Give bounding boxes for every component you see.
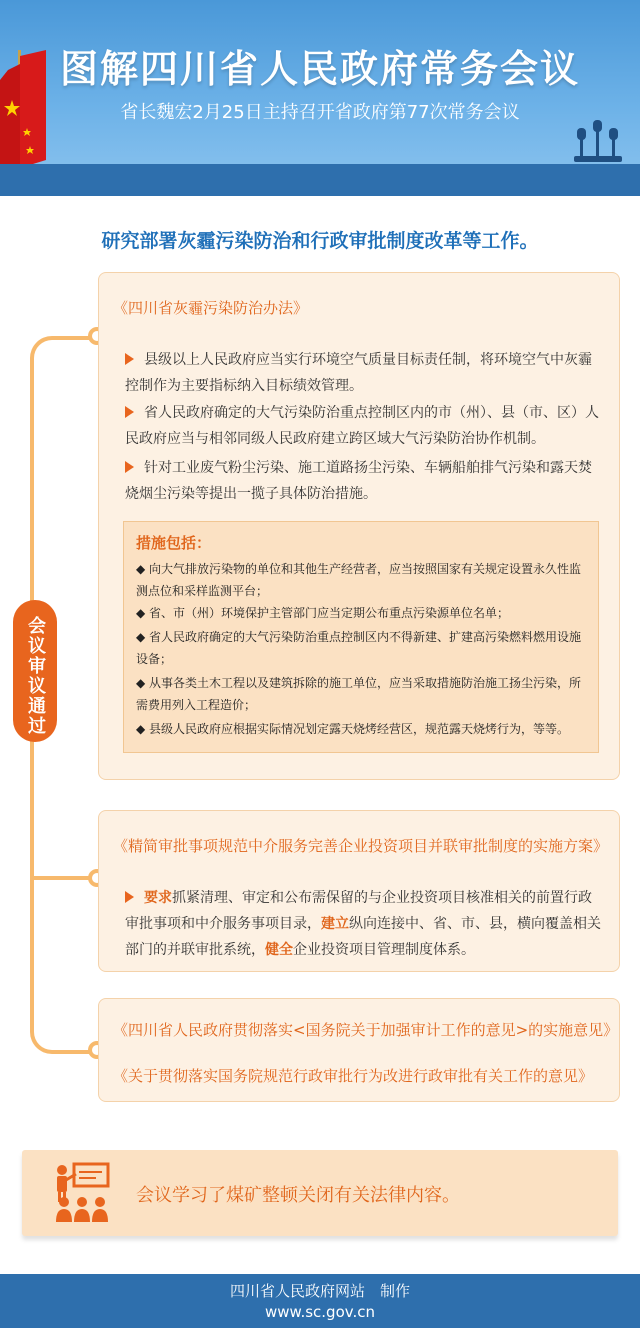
measure-item: ◆ 省、市（州）环境保护主管部门应当定期公布重点污染源单位名单； <box>136 606 510 620</box>
vote-passed-badge: 会议审议通过 <box>13 600 57 742</box>
card-title: 《关于贯彻落实国务院规范行政审批行为改进行政审批有关工作的意见》 <box>113 1067 594 1085</box>
classroom-icon <box>52 1162 112 1224</box>
footer <box>0 1274 640 1328</box>
measures-box <box>123 521 599 753</box>
bullet-item: 要求抓紧清理、审定和公布需保留的与企业投资项目核准相关的前置行政审批事项和中介服务事项目录，建立纵向连接中、省、市、县，横向覆盖相关部门的并联审批系统，健全企业投资项目管理制度体系。 <box>125 890 601 958</box>
header-stripe <box>0 164 640 196</box>
card-title: 《精简审批事项规范中介服务完善企业投资项目并联审批制度的实施方案》 <box>113 837 609 855</box>
study-text: 会议学习了煤矿整顿关闭有关法律内容。 <box>136 1185 460 1206</box>
arrow-right-icon <box>125 461 134 473</box>
timeline-branch <box>34 876 96 880</box>
card-title: 《四川省人民政府贯彻落实<国务院关于加强审计工作的意见>的实施意见》 <box>113 1021 619 1039</box>
header-banner <box>0 0 640 196</box>
footer-url[interactable]: www.sc.gov.cn <box>265 1303 375 1321</box>
arrow-right-icon <box>125 891 134 903</box>
arrow-right-icon <box>125 406 134 418</box>
study-box <box>22 1150 618 1236</box>
measure-item: ◆ 从事各类土木工程以及建筑拆除的施工单位，应当采取措施防治施工扬尘污染，所需费用列入工程造价； <box>136 676 582 712</box>
audit-opinion-card <box>98 998 620 1102</box>
measure-item: ◆ 向大气排放污染物的单位和其他生产经营者，应当按照国家有关规定设置永久性监测点位和采样监测平台； <box>136 562 582 598</box>
haze-control-card <box>98 272 620 780</box>
card-title: 《四川省灰霾污染防治办法》 <box>113 299 309 317</box>
intro-text: 研究部署灰霾污染防治和行政审批制度改革等工作。 <box>101 230 539 252</box>
bullet-item: 县级以上人民政府应当实行环境空气质量目标责任制，将环境空气中灰霾控制作为主要指标纳入目标绩效管理。 <box>125 352 592 394</box>
arrow-right-icon <box>125 353 134 365</box>
approval-reform-card <box>98 810 620 972</box>
measure-item: ◆ 县级人民政府应根据实际情况划定露天烧烤经营区，规范露天烧烤行为，等等。 <box>136 722 570 736</box>
measure-item: ◆ 省人民政府确定的大气污染防治重点控制区内不得新建、扩建高污染燃料燃用设施设备； <box>136 630 582 666</box>
measures-title: 措施包括： <box>136 534 212 552</box>
bullet-item: 针对工业废气粉尘污染、施工道路扬尘污染、车辆船舶排气污染和露天焚烧烟尘污染等提出一揽子具体防治措施。 <box>125 460 592 502</box>
footer-credit: 四川省人民政府网站 制作 <box>229 1282 410 1300</box>
bullet-item: 省人民政府确定的大气污染防治重点控制区内的市（州）、县（市、区）人民政府应当与相邻同级人民政府建立跨区域大气污染防治协作机制。 <box>125 405 599 447</box>
microphone-icon <box>570 112 626 168</box>
page-title: 图解四川省人民政府常务会议 <box>59 46 580 91</box>
page-subtitle: 省长魏宏2月25日主持召开省政府第77次常务会议 <box>120 102 520 123</box>
